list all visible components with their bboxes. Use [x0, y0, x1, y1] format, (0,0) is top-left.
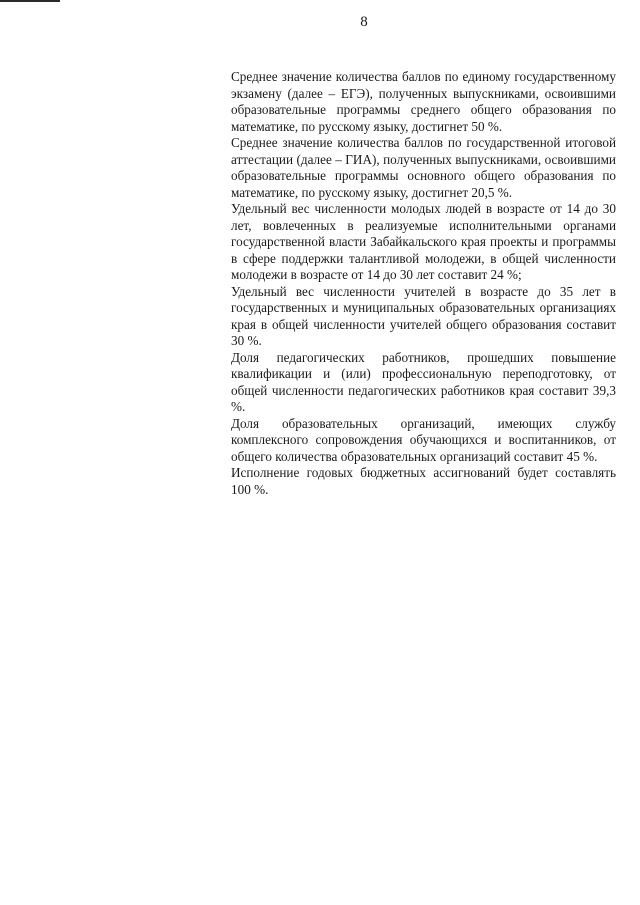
paragraph-budget-execution: Исполнение годовых бюджетных ассигнований будет составлять 100 %.: [231, 465, 616, 497]
page-number: 8: [360, 14, 368, 30]
paragraph-young-teachers-share: Удельный вес численности учителей в возрасте до 35 лет в государственных и муниципальных образовательных организациях края в общей численности учителей общего образования составит 30 %.: [231, 283, 616, 348]
paragraph-support-service-share: Доля образовательных организаций, имеющих службу комплексного сопровождения обучающихся и воспитанников, от общего количества образовательных организаций составит 45 %.: [231, 415, 616, 464]
paragraph-teacher-training-share: Доля педагогических работников, прошедших повышение квалификации и (или) профессиональную переподготовку, от общей численности педагогических работников края составит 39,3 %.: [231, 349, 616, 414]
document-body: [231, 69, 616, 498]
paragraph-ege-score: Среднее значение количества баллов по единому государственному экзамену (далее – ЕГЭ), полученных выпускниками, освоившими образовательные программы среднего общего образования по математике, по русскому языку, достигнет 50 %.: [231, 69, 616, 134]
paragraph-gia-score: Среднее значение количества баллов по государственной итоговой аттестации (далее – ГИА), полученных выпускниками, освоившими образовательные программы основного общего образования по математике, по русскому языку, достигнет 20,5 %.: [231, 135, 616, 200]
paragraph-youth-share: Удельный вес численности молодых людей в возрасте от 14 до 30 лет, вовлеченных в реализуемые исполнительными органами государственной власти Забайкальского края проекты и программы в сфере поддержки талантливой молодежи, в общей численности молодежи в возрасте от 14 до 30 лет составит 24 %;: [231, 201, 616, 282]
scan-corner-line: [0, 0, 60, 2]
